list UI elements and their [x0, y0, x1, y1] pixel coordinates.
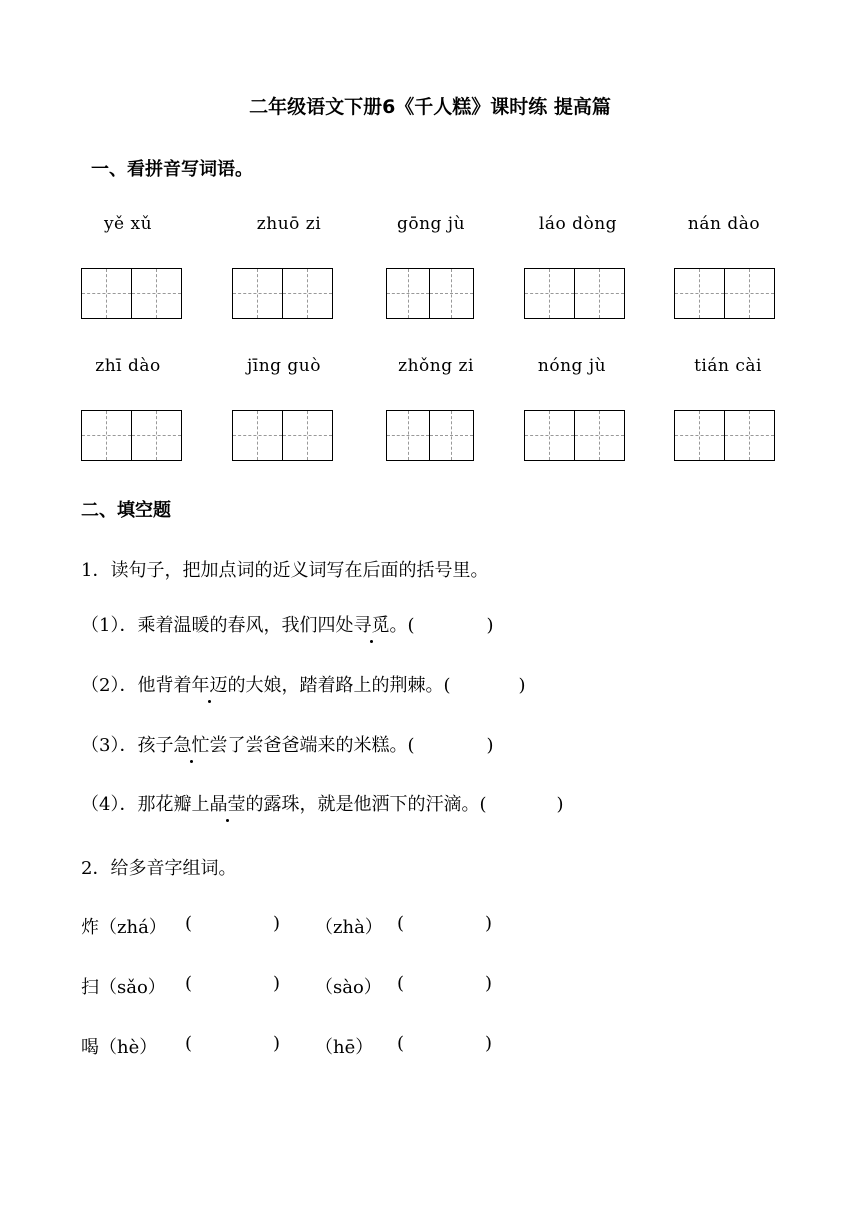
polyphone-char	[81, 973, 166, 999]
pinyin-1: （hè）	[99, 1037, 158, 1058]
open-paren: (	[397, 913, 405, 934]
writing-grid[interactable]	[81, 410, 182, 461]
pinyin-1: （sǎo）	[99, 977, 166, 998]
writing-grid[interactable]	[386, 268, 474, 319]
close-paren: )	[485, 1033, 493, 1054]
item-text: 。(	[389, 615, 415, 636]
close-paren: )	[486, 615, 494, 636]
answer-blank[interactable]	[195, 1031, 270, 1055]
char: 扫	[81, 977, 99, 998]
item-text: 的大娘，踏着路上的荆棘。(	[227, 675, 451, 696]
section2-heading: 二、填空题	[81, 500, 171, 521]
polyphone-char	[81, 1033, 157, 1059]
item-text: （1）．乘着温暖的春风，我们四处	[81, 615, 354, 636]
char: 喝	[81, 1037, 99, 1058]
question1-prompt: 1．读句子，把加点词的近义词写在后面的括号里。	[81, 560, 489, 581]
char: 炸	[81, 917, 99, 938]
answer-blank[interactable]	[195, 911, 270, 935]
pinyin-1: （zhá）	[99, 917, 167, 938]
item-text: （3）．孩子	[81, 735, 174, 756]
question1-item	[81, 671, 526, 697]
pinyin-label: yě xǔ	[103, 214, 153, 234]
dotted-word: 晶莹	[209, 790, 245, 816]
open-paren: (	[397, 973, 405, 994]
page-title: 二年级语文下册6《千人糕》课时练 提高篇	[249, 96, 611, 118]
pinyin-label: zhī dào	[95, 356, 161, 376]
writing-grid[interactable]	[524, 410, 625, 461]
open-paren: (	[185, 913, 193, 934]
close-paren: )	[485, 973, 493, 994]
pinyin-label: láo dòng	[538, 214, 618, 234]
open-paren: (	[185, 973, 193, 994]
writing-grid[interactable]	[674, 410, 775, 461]
writing-grid[interactable]	[386, 410, 474, 461]
writing-grid[interactable]	[232, 268, 333, 319]
item-text: （2）．他背着	[81, 675, 192, 696]
close-paren: )	[485, 913, 493, 934]
section1-heading: 一、看拼音写词语。	[91, 159, 253, 180]
pinyin-label: jīng guò	[246, 356, 321, 376]
dotted-word: 急忙	[173, 731, 209, 757]
pinyin-label: nóng jù	[537, 356, 607, 376]
open-paren: (	[185, 1033, 193, 1054]
answer-blank[interactable]	[407, 1031, 482, 1055]
item-text: （4）．那花瓣上	[81, 794, 210, 815]
item-text: 的露珠，就是他洒下的汗滴。(	[245, 794, 487, 815]
writing-grid[interactable]	[81, 268, 182, 319]
pinyin-label: zhǒng zi	[398, 356, 474, 376]
writing-grid[interactable]	[232, 410, 333, 461]
pinyin-label: zhuō zi	[256, 214, 322, 234]
writing-grid[interactable]	[524, 268, 625, 319]
pinyin-label: tián cài	[694, 356, 762, 376]
writing-grid[interactable]	[674, 268, 775, 319]
dotted-word: 年迈	[191, 671, 227, 697]
question2-prompt: 2．给多音字组词。	[81, 858, 237, 879]
close-paren: )	[518, 675, 526, 696]
question1-item	[81, 790, 564, 816]
close-paren: )	[273, 1033, 281, 1054]
polyphone-char	[81, 913, 167, 939]
pinyin-label: gōng jù	[396, 214, 466, 234]
close-paren: )	[273, 973, 281, 994]
pinyin-label: nán dào	[687, 214, 761, 234]
open-paren: (	[397, 1033, 405, 1054]
question1-item	[81, 731, 494, 757]
answer-blank[interactable]	[195, 971, 270, 995]
question1-item	[81, 611, 494, 637]
pinyin-2: （hē）	[315, 1037, 374, 1058]
item-text: 尝了尝爸爸端来的米糕。(	[209, 735, 415, 756]
pinyin-2: （zhà）	[315, 917, 383, 938]
dotted-word: 寻觅	[353, 611, 389, 637]
answer-blank[interactable]	[407, 911, 482, 935]
close-paren: )	[486, 735, 494, 756]
close-paren: )	[273, 913, 281, 934]
close-paren: )	[556, 794, 564, 815]
answer-blank[interactable]	[407, 971, 482, 995]
pinyin-2: （sào）	[315, 977, 382, 998]
